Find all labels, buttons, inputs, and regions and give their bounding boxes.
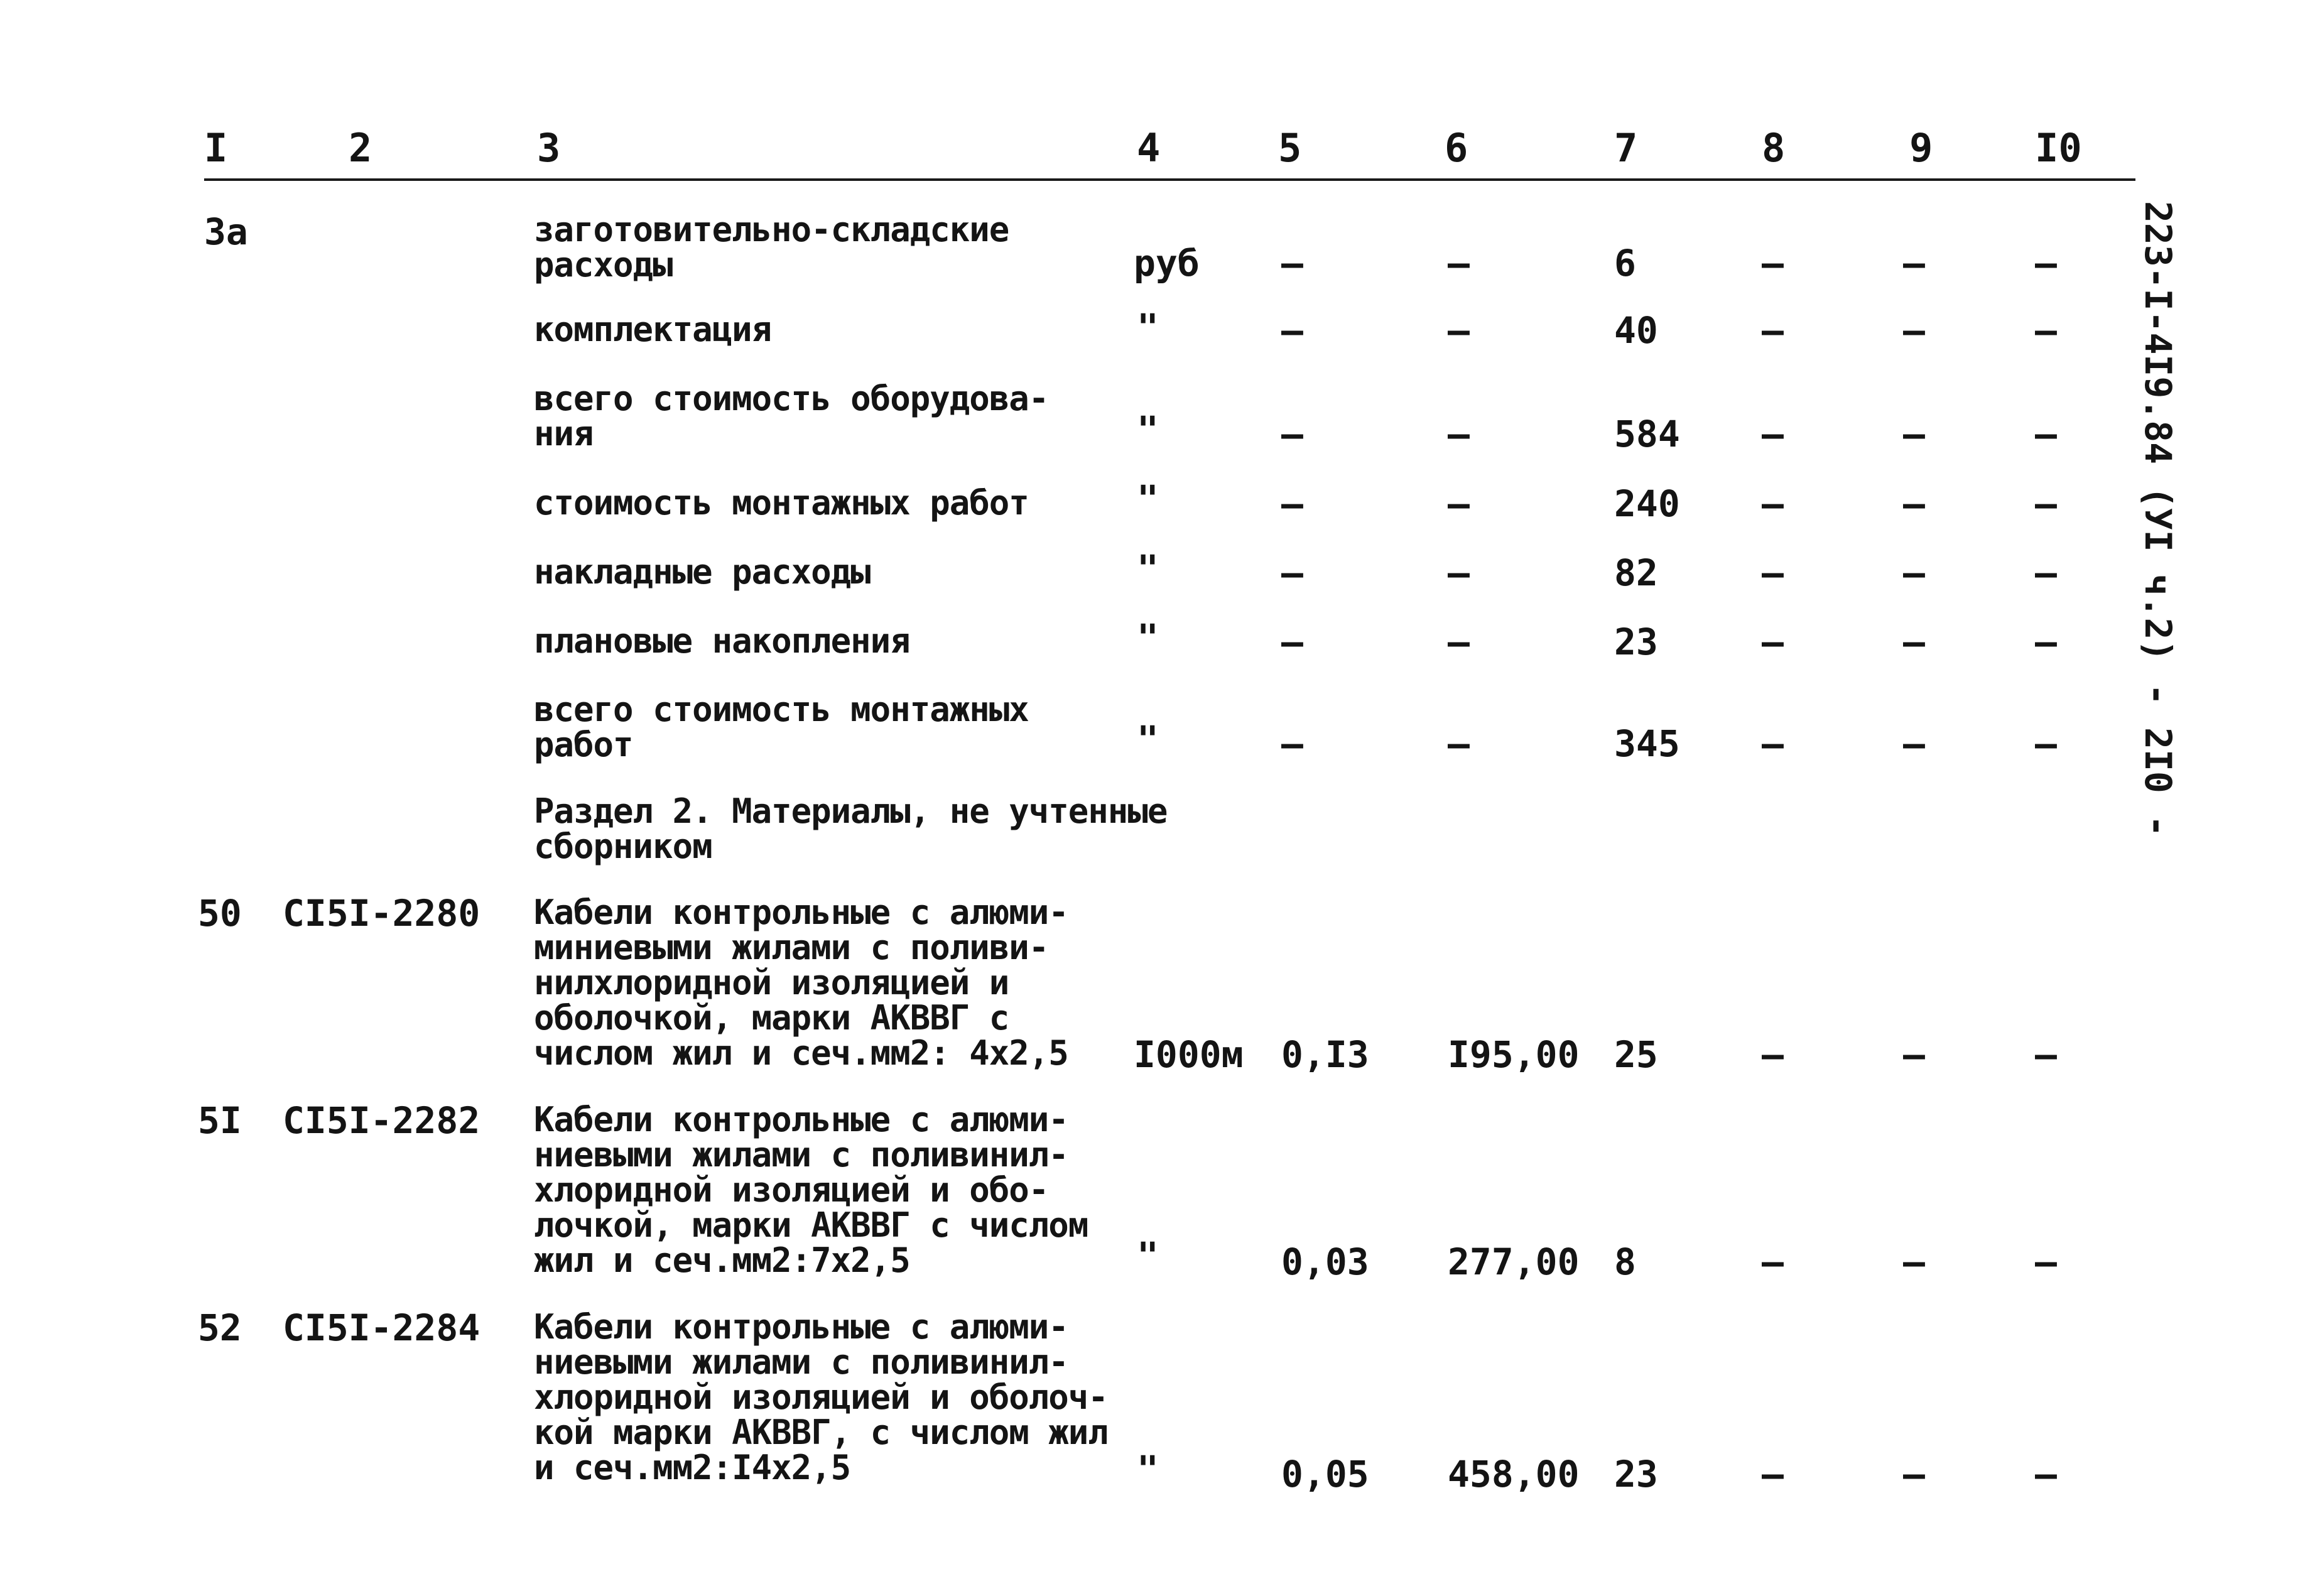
row-col10: – <box>2035 621 2057 663</box>
row-col8: – <box>1762 551 1784 594</box>
row-col8: – <box>1762 242 1784 285</box>
row-col9: – <box>1903 551 1925 594</box>
col-header-8: 8 <box>1762 125 1786 171</box>
row-unit: " <box>1137 1448 1159 1490</box>
row-code: CI5I-2282 <box>283 1099 480 1142</box>
row-col9: – <box>1903 1033 1925 1076</box>
row-col7: 23 <box>1614 1453 1658 1496</box>
col-header-2: 2 <box>349 125 372 171</box>
section-heading: Раздел 2. Материалы, не учтенные сборником <box>534 791 1168 866</box>
row-col7: 25 <box>1614 1033 1658 1076</box>
row-description: Кабели контрольные с алюми- ниевыми жилами с поливинил- хлоридной изоляцией и обо- лочкой, марки АКВВГ с числом жил и сеч.мм2:7х2,5 <box>534 1100 1088 1280</box>
row-col10: – <box>2035 309 2057 352</box>
row-code: CI5I-2284 <box>283 1306 480 1349</box>
row-quantity: – <box>1281 621 1303 663</box>
row-col8: – <box>1762 1453 1784 1496</box>
row-col8: – <box>1762 722 1784 765</box>
row-unit-price: – <box>1448 309 1470 352</box>
document-code: 223-I-4I9.84 (УI ч.2) - 2I0 - <box>2137 201 2179 837</box>
row-col8: – <box>1762 309 1784 352</box>
header-rule <box>204 178 2135 181</box>
row-col7: 23 <box>1614 621 1658 663</box>
row-col8: – <box>1762 621 1784 663</box>
row-col10: – <box>2035 1033 2057 1076</box>
col-header-5: 5 <box>1278 125 1302 171</box>
row-unit: " <box>1137 1234 1159 1277</box>
col-header-1: I <box>204 125 228 171</box>
row-col10: – <box>2035 1240 2057 1283</box>
row-description: накладные расходы <box>534 552 871 592</box>
row-col7: 6 <box>1614 242 1636 285</box>
row-description: стоимость монтажных работ <box>534 483 1029 523</box>
row-col10: – <box>2035 482 2057 525</box>
row-unit: " <box>1137 616 1159 659</box>
col-header-4: 4 <box>1137 125 1161 171</box>
row-col10: – <box>2035 551 2057 594</box>
row-col7: 584 <box>1614 413 1680 455</box>
row-description: заготовительно-складские расходы <box>534 210 1009 285</box>
row-quantity: – <box>1281 242 1303 285</box>
row-unit-price: I95,00 <box>1448 1033 1580 1076</box>
row-unit: " <box>1137 408 1159 451</box>
col-header-3: 3 <box>537 125 561 171</box>
row-quantity: – <box>1281 309 1303 352</box>
row-unit: I000м <box>1134 1033 1244 1076</box>
row-number: 3а <box>204 210 248 253</box>
row-quantity: 0,I3 <box>1281 1033 1369 1076</box>
row-unit: " <box>1137 718 1159 761</box>
row-unit: " <box>1137 547 1159 590</box>
row-col8: – <box>1762 413 1784 455</box>
row-unit-price: – <box>1448 242 1470 285</box>
row-quantity: – <box>1281 551 1303 594</box>
row-description: Кабели контрольные с алюми- миниевыми жилами с поливи- нилхлоридной изоляцией и оболочкой, марки АКВВГ с числом жил и сеч.мм2: 4х2,5 <box>534 893 1068 1073</box>
row-col10: – <box>2035 722 2057 765</box>
row-number: 50 <box>198 892 242 935</box>
row-description: всего стоимость монтажных работ <box>534 690 1029 764</box>
row-description: всего стоимость оборудова- ния <box>534 379 1049 453</box>
row-col7: 240 <box>1614 482 1680 525</box>
row-number: 52 <box>198 1306 242 1349</box>
row-col7: 82 <box>1614 551 1658 594</box>
row-col8: – <box>1762 1033 1784 1076</box>
row-col9: – <box>1903 1453 1925 1496</box>
row-unit: " <box>1137 477 1159 520</box>
row-col9: – <box>1903 1240 1925 1283</box>
row-unit-price: – <box>1448 621 1470 663</box>
row-quantity: – <box>1281 413 1303 455</box>
row-unit-price: 458,00 <box>1448 1453 1580 1496</box>
row-unit: руб <box>1134 242 1200 285</box>
row-quantity: – <box>1281 722 1303 765</box>
row-number: 5I <box>198 1099 242 1142</box>
col-header-6: 6 <box>1445 125 1468 171</box>
col-header-9: 9 <box>1909 125 1933 171</box>
row-col10: – <box>2035 242 2057 285</box>
row-unit-price: – <box>1448 722 1470 765</box>
row-quantity: 0,05 <box>1281 1453 1369 1496</box>
row-col7: 345 <box>1614 722 1680 765</box>
row-col9: – <box>1903 621 1925 663</box>
row-col10: – <box>2035 413 2057 455</box>
row-quantity: 0,03 <box>1281 1240 1369 1283</box>
row-code: CI5I-2280 <box>283 892 480 935</box>
row-col7: 40 <box>1614 309 1658 352</box>
row-unit-price: 277,00 <box>1448 1240 1580 1283</box>
col-header-10: I0 <box>2035 125 2082 171</box>
row-description: Кабели контрольные с алюми- ниевыми жилами с поливинил- хлоридной изоляцией и оболоч- кой марки АКВВГ, с числом жил и сеч.мм2:I4х2,5 <box>534 1307 1108 1487</box>
row-col9: – <box>1903 413 1925 455</box>
row-col9: – <box>1903 482 1925 525</box>
row-unit: " <box>1137 306 1159 349</box>
row-col9: – <box>1903 722 1925 765</box>
row-col10: – <box>2035 1453 2057 1496</box>
row-col9: – <box>1903 309 1925 352</box>
col-header-7: 7 <box>1614 125 1638 171</box>
row-col7: 8 <box>1614 1240 1636 1283</box>
row-col9: – <box>1903 242 1925 285</box>
row-unit-price: – <box>1448 551 1470 594</box>
row-description: комплектация <box>534 310 772 349</box>
row-unit-price: – <box>1448 413 1470 455</box>
row-unit-price: – <box>1448 482 1470 525</box>
row-description: плановые накопления <box>534 621 910 661</box>
row-quantity: – <box>1281 482 1303 525</box>
row-col8: – <box>1762 482 1784 525</box>
row-col8: – <box>1762 1240 1784 1283</box>
